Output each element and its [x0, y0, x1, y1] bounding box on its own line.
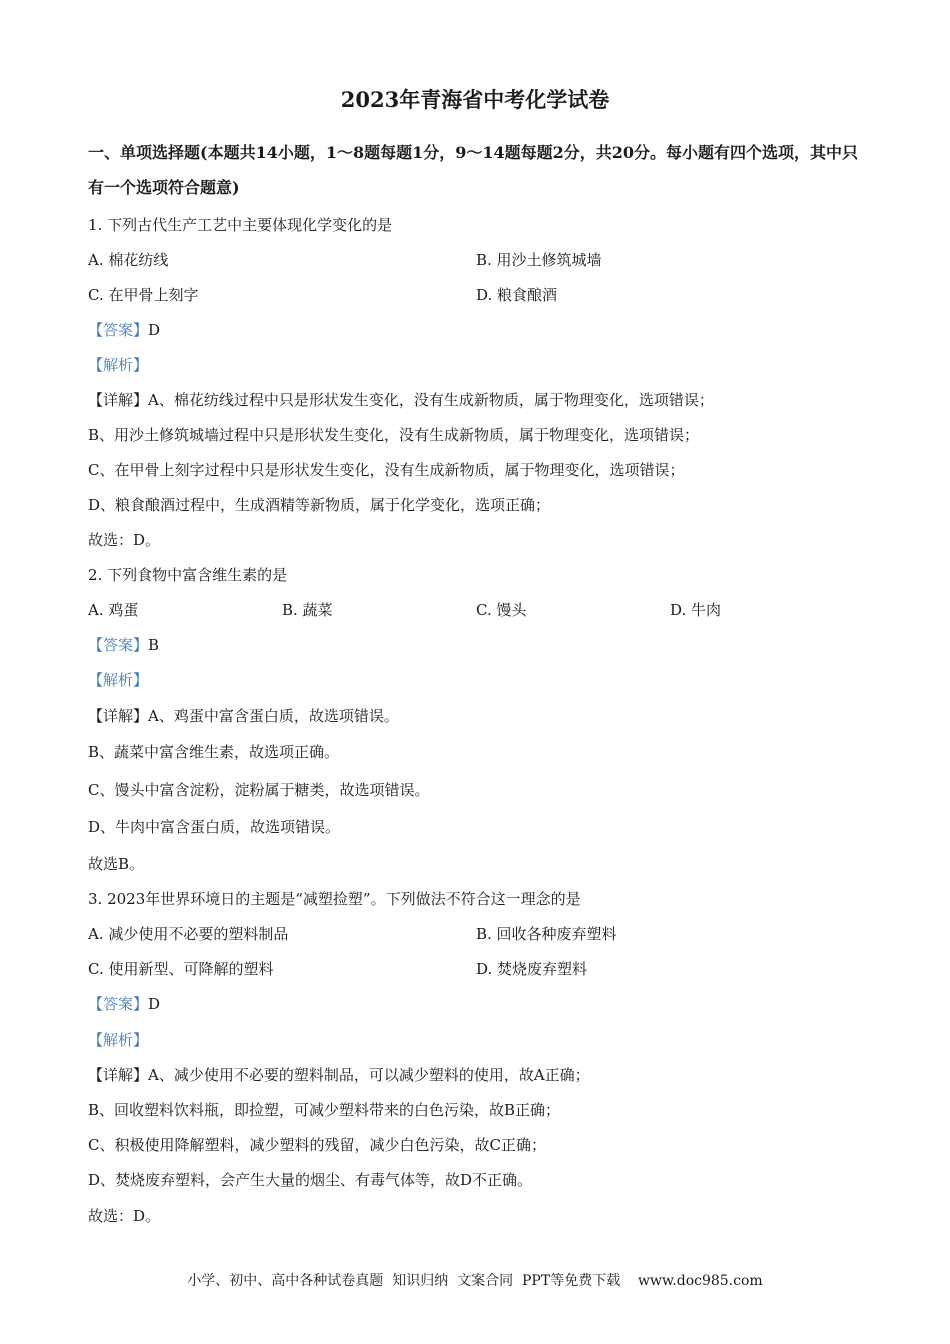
- question-1-detail-line: B、用沙土修筑城墙过程中只是形状发生变化，没有生成新物质，属于物理变化，选项错误；: [88, 426, 700, 444]
- question-3-detail-line: D、焚烧废弃塑料，会产生大量的烟尘、有毒气体等，故D不正确。: [88, 1171, 533, 1189]
- question-1-option-d: D. 粮食酿酒: [476, 286, 558, 304]
- question-3-detail-line: 【详解】A、减少使用不必要的塑料制品，可以减少塑料的使用，故A正确；: [88, 1066, 590, 1084]
- question-3-option-d: D. 焚烧废弃塑料: [476, 960, 588, 978]
- question-3-conclusion: 故选：D。: [88, 1207, 161, 1225]
- question-1-option-a: A. 棉花纺线: [88, 251, 169, 269]
- answer-tag: 【答案】: [88, 995, 149, 1013]
- page-title: 2023年青海省中考化学试卷: [340, 87, 610, 112]
- question-1-detail-line: C、在甲骨上刻字过程中只是形状发生变化，没有生成新物质，属于物理变化，选项错误；: [88, 461, 685, 479]
- question-2-option-d: D. 牛肉: [670, 601, 722, 619]
- question-3-detail-line: B、回收塑料饮料瓶，即捡塑，可减少塑料带来的白色污染，故B正确；: [88, 1101, 561, 1119]
- answer-tag: 【答案】: [88, 321, 149, 339]
- question-2-option-a: A. 鸡蛋: [88, 601, 139, 619]
- section-heading: 一、单项选择题(本题共14小题，1～8题每题1分，9～14题每题2分，共20分。每小题有四个选项，其中只有一个选项符合题意): [88, 143, 859, 197]
- question-1-conclusion: 故选：D。: [88, 531, 161, 549]
- question-3-analysis-tag: 【解析】: [88, 1031, 149, 1049]
- page-footer: 小学、初中、高中各种试卷真题 知识归纳 文案合同 PPT等免费下载 www.doc985.com: [187, 1273, 763, 1289]
- question-2-detail-line: D、牛肉中富含蛋白质，故选项错误。: [88, 818, 341, 836]
- question-2-detail-line: C、馒头中富含淀粉，淀粉属于糖类，故选项错误。: [88, 781, 430, 799]
- question-2-answer: [88, 635, 868, 655]
- question-2-detail-line: 【详解】A、鸡蛋中富含蛋白质，故选项错误。: [88, 707, 399, 725]
- question-1-analysis-tag: 【解析】: [88, 356, 149, 374]
- question-3-detail-line: C、积极使用降解塑料，减少塑料的残留，减少白色污染，故C正确；: [88, 1136, 546, 1154]
- answer-tag: 【答案】: [88, 636, 149, 654]
- question-3-option-a: A. 减少使用不必要的塑料制品: [88, 925, 289, 943]
- question-2-detail-line: B、蔬菜中富含维生素，故选项正确。: [88, 743, 340, 761]
- answer-value: B: [148, 636, 160, 654]
- question-2-conclusion: 故选B。: [88, 855, 145, 873]
- question-1-answer: [88, 320, 868, 340]
- question-1-option-b: B. 用沙土修筑城墙: [476, 251, 602, 269]
- answer-value: D: [148, 321, 161, 339]
- question-3-stem: 3. 2023年世界环境日的主题是“减塑捡塑”。下列做法不符合这一理念的是: [88, 890, 581, 908]
- question-1-detail-line: D、粮食酿酒过程中，生成酒精等新物质，属于化学变化，选项正确；: [88, 496, 551, 514]
- question-2-option-b: B. 蔬菜: [282, 601, 333, 619]
- question-1-stem: 1. 下列古代生产工艺中主要体现化学变化的是: [88, 216, 393, 234]
- question-3-option-b: B. 回收各种废弃塑料: [476, 925, 617, 943]
- question-2-option-c: C. 馒头: [476, 601, 527, 619]
- question-3-answer: [88, 994, 868, 1014]
- question-1-option-c: C. 在甲骨上刻字: [88, 286, 199, 304]
- question-2-stem: 2. 下列食物中富含维生素的是: [88, 566, 288, 584]
- answer-value: D: [148, 995, 161, 1013]
- question-2-analysis-tag: 【解析】: [88, 671, 149, 689]
- question-1-detail-line: 【详解】A、棉花纺线过程中只是形状发生变化，没有生成新物质，属于物理变化，选项错误；: [88, 391, 714, 409]
- question-3-option-c: C. 使用新型、可降解的塑料: [88, 960, 274, 978]
